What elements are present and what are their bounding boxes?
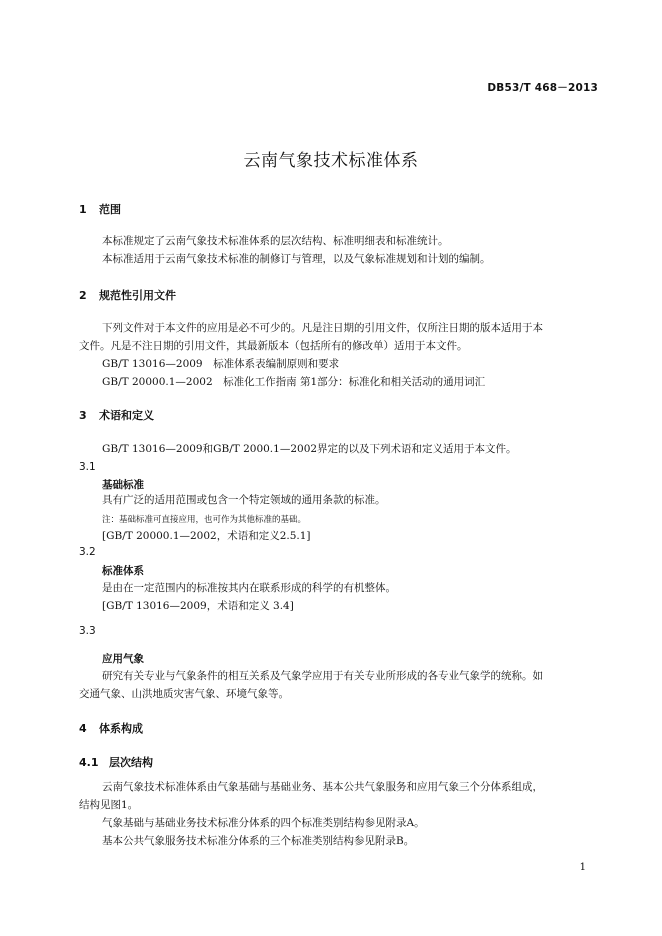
paragraph-line: 文件。凡是不注日期的引用文件，其最新版本（包括所有的修改单）适用于本文件。	[79, 340, 468, 352]
term-note: 注：基础标准可直接应用，也可作为其他标准的基础。	[102, 515, 307, 525]
paragraph: 气象基础与基础业务技术标准分体系的四个标准类别结构参见附录A。	[102, 817, 425, 829]
paragraph: 基本公共气象服务技术标准分体系的三个标准类别结构参见附录B。	[102, 835, 415, 847]
term-number: 3.1	[79, 461, 96, 473]
term-definition-line: 交通气象、山洪地质灾害气象、环境气象等。	[79, 688, 289, 700]
paragraph-line: 结构见图1。	[79, 799, 139, 811]
section-3-heading	[79, 407, 154, 423]
reference-item: GB/T 20000.1—2002 标准化工作指南 第1部分：标准化和相关活动的通用词汇	[102, 376, 486, 388]
document-title: 云南气象技术标准体系	[243, 151, 419, 171]
term-definition: 具有广泛的适用范围或包含一个特定领域的通用条款的标准。	[102, 494, 386, 506]
paragraph: 本标准规定了云南气象技术标准体系的层次结构、标准明细表和标准统计。	[102, 235, 449, 247]
document-code: DB53/T 468－2013	[487, 82, 598, 94]
section-title: 术语和定义	[99, 409, 154, 422]
term-definition: 是由在一定范围内的标准按其内在联系形成的科学的有机整体。	[102, 582, 396, 594]
section-number: 2	[79, 289, 87, 302]
section-number: 3	[79, 409, 87, 422]
section-1-heading	[79, 201, 121, 217]
term-name: 应用气象	[102, 653, 144, 665]
reference-item: GB/T 13016—2009 标准体系表编制原则和要求	[102, 358, 340, 370]
term-name: 标准体系	[102, 565, 144, 577]
term-name: 基础标准	[102, 479, 144, 491]
term-source: [GB/T 20000.1—2002，术语和定义2.5.1]	[102, 530, 311, 542]
section-title: 范围	[99, 203, 121, 216]
section-4-heading	[79, 720, 143, 736]
paragraph: 本标准适用于云南气象技术标准的制修订与管理，以及气象标准规划和计划的编制。	[102, 253, 491, 265]
paragraph: GB/T 13016—2009和GB/T 2000.1—2002界定的以及下列术语和定义适用于本文件。	[102, 443, 517, 455]
section-title: 规范性引用文件	[99, 289, 176, 302]
paragraph-line: 下列文件对于本文件的应用是必不可少的。凡是注日期的引用文件，仅所注日期的版本适用于本	[102, 322, 543, 334]
term-source: [GB/T 13016—2009，术语和定义 3.4]	[102, 600, 294, 612]
section-number: 1	[79, 203, 87, 216]
page-number: 1	[579, 862, 586, 873]
subsection-title: 层次结构	[109, 756, 153, 769]
section-2-heading	[79, 287, 176, 303]
term-number: 3.2	[79, 546, 96, 558]
term-definition-line: 研究有关专业与气象条件的相互关系及气象学应用于有关专业所形成的各专业气象学的统称。如	[102, 670, 543, 682]
paragraph-line: 云南气象技术标准体系由气象基础与基础业务、基本公共气象服务和应用气象三个分体系组成，	[102, 781, 543, 793]
section-number: 4	[79, 722, 87, 735]
subsection-number: 4.1	[79, 756, 99, 769]
subsection-4-1-heading	[79, 754, 153, 770]
term-number: 3.3	[79, 625, 96, 637]
section-title: 体系构成	[99, 722, 143, 735]
